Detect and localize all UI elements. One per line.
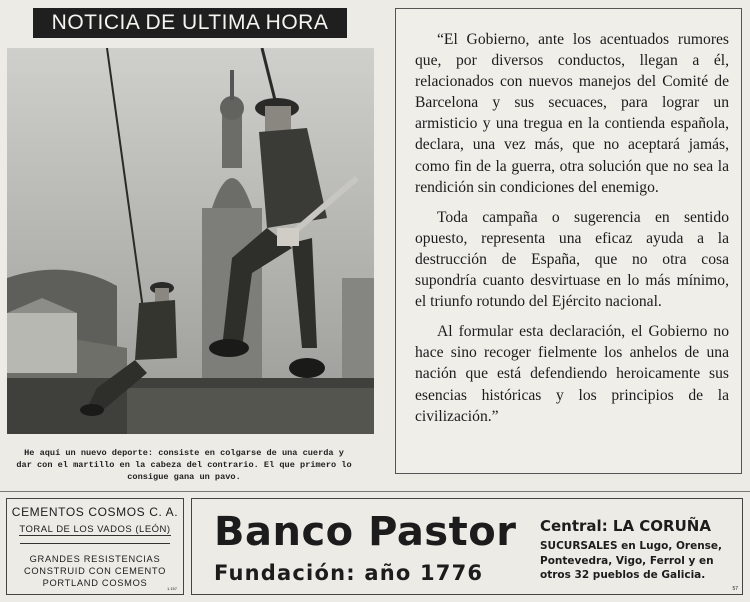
header-title: NOTICIA DE ULTIMA HORA (51, 11, 329, 34)
ad-cementos-cosmos (6, 498, 184, 595)
ad-banco-pastor (191, 498, 743, 595)
ad-cementos-location: TORAL DE LOS VADOS (LEÓN) (19, 524, 171, 535)
photo-caption: He aquí un nuevo deporte: consiste en colgarse de una cuerda y dar con el martillo en la cabeza del contrario. El que primero lo consigue gana un pavo. (16, 448, 352, 482)
ad-banco-founded: Fundación: año 1776 (214, 561, 484, 585)
ad-banco-sucursales: SUCURSALES en Lugo, Orense, Pontevedra, Vigo, Ferrol y en otros 32 pueblos de Galicia. (540, 540, 723, 581)
ad-cementos-line: PORTLAND COSMOS (42, 578, 148, 588)
statement-paragraph: “El Gobierno, ante los acentuados rumores que, por diversos conductos, llegan a él, relacionados con nuevos manejos del Comité de Barcelona y sus secuaces, para lograr un armisticio y una tregua en la contienda española, declara, una vez más, que no aceptará jamás, como fin de la guerra, otra solución que no sea la rendición sin condiciones del enemigo. (415, 31, 729, 196)
statement-paragraph: Al formular esta declaración, el Gobierno no hace sino recoger fielmente los anhelos de una nación que está defendiendo heroicamente sus esencias históricas y los principios de la civilización.” (415, 323, 729, 425)
ad-cementos-title: CEMENTOS COSMOS C. A. (11, 505, 179, 519)
page-number: 57 (732, 586, 738, 592)
ad-cementos-line: GRANDES RESISTENCIAS (29, 554, 161, 564)
ad-banco-central: Central: LA CORUÑA (540, 517, 711, 535)
page-header (33, 8, 347, 38)
ad-cementos-rule (20, 543, 170, 544)
ad-banco-name: Banco Pastor (214, 509, 517, 555)
ad-cementos-line: CONSTRUID CON CEMENTO (23, 566, 167, 576)
government-statement (395, 8, 742, 474)
news-photo (7, 48, 374, 434)
photo-illustration (7, 48, 374, 434)
section-divider (0, 491, 750, 492)
ad-cementos-code: 1.157 (166, 586, 177, 591)
statement-paragraph: Toda campaña o sugerencia en sentido opuesto, representa una eficaz ayuda a la destrucción de España, que no otra cosa supondría cuanto desvirtuase en lo más mínimo, el triunfo rotundo del Ejército nacional. (415, 208, 729, 311)
